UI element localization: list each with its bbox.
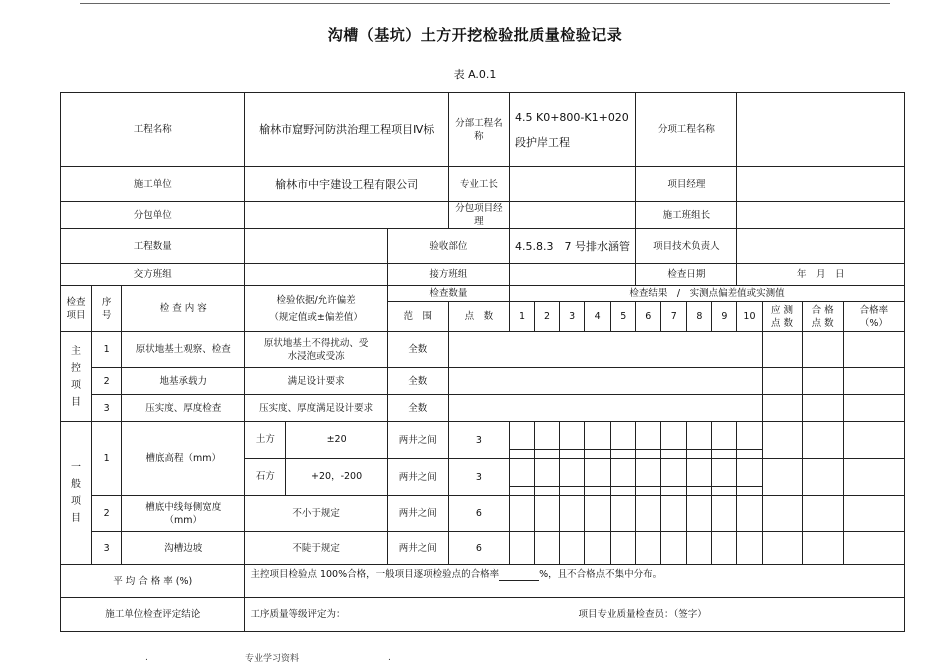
gen-grid: [585, 496, 611, 532]
team-leader-value: [737, 202, 905, 229]
gen-rate: [843, 496, 904, 532]
item-project-label: 分项工程名称: [636, 93, 737, 167]
gen-grid: [535, 459, 560, 496]
mc-content: 地基承载力: [122, 368, 245, 395]
gen-grid: [510, 459, 535, 496]
gen-grid: [737, 422, 762, 459]
rock-tolerance: +20，-200: [311, 471, 363, 482]
gen-grid: [611, 422, 636, 459]
item-project-value: [737, 93, 905, 167]
top-rule: [80, 3, 890, 4]
gen-grid: [661, 459, 687, 496]
gen-grid: [585, 532, 611, 565]
mc-range: 全数: [387, 395, 448, 422]
project-name-value: 榆林市窟野河防洪治理工程项目Ⅳ标: [245, 93, 448, 167]
mc-basis: 压实度、厚度满足设计要求: [245, 395, 387, 422]
soil-type-label: 土方: [245, 422, 286, 458]
inspection-record-table: [60, 92, 905, 632]
col-num: 1: [510, 302, 535, 332]
gen-basis: 不小于规定: [245, 496, 387, 532]
mc-results: [448, 332, 762, 368]
gen-seq: 1: [92, 422, 122, 496]
col-num: 5: [611, 302, 636, 332]
gen-grid: [636, 459, 661, 496]
gen-grid: [611, 459, 636, 496]
project-name-label: 工程名称: [61, 93, 245, 167]
gen-grid: [560, 459, 585, 496]
gen-grid: [585, 422, 611, 459]
gen-pass: [802, 459, 843, 496]
check-date-label: 检查日期: [636, 264, 737, 286]
gen-grid: [560, 496, 585, 532]
gen-grid: [687, 496, 712, 532]
mc-range: 全数: [387, 368, 448, 395]
quantity-label: 工程数量: [61, 229, 245, 264]
foreman-label: 专业工长: [448, 167, 509, 202]
gen-grid: [636, 496, 661, 532]
sub-pm-label: 分包项目经理: [448, 202, 509, 229]
mc-pass-count: [762, 368, 802, 395]
footer-dot: .: [388, 653, 391, 663]
gen-grid: [661, 496, 687, 532]
avg-pass-rate-text: 主控项目检验点 100%合格，一般项目逐项检验点的合格率 %，且不合格点不集中分布。: [245, 565, 905, 598]
gen-grid: [611, 496, 636, 532]
avg-pass-rate-label: 平 均 合 格 率 (%): [61, 565, 245, 598]
gen-range: 两井之间: [387, 532, 448, 565]
mc-content: 原状地基土观察、检查: [122, 332, 245, 368]
gen-grid: [661, 422, 687, 459]
gen-grid: [737, 532, 762, 565]
col-quantity: 检查数量: [387, 286, 509, 302]
gen-grid: [712, 459, 737, 496]
gen-range: 两井之间: [387, 496, 448, 532]
gen-seq: 2: [92, 496, 122, 532]
document-title: 沟槽（基坑）土方开挖检验批质量检验记录: [327, 26, 623, 44]
col-content: 检 查 内 容: [122, 286, 245, 332]
tech-lead-value: [737, 229, 905, 264]
conclusion-label: 施工单位检查评定结论: [61, 598, 245, 632]
gen-grid: [510, 496, 535, 532]
gen-grid: [661, 532, 687, 565]
gen-grid: [687, 532, 712, 565]
gen-rate: [843, 459, 904, 496]
gen-points: 3: [448, 422, 509, 459]
footer-note: 专业学习资料: [245, 654, 300, 664]
col-range: 范 围: [387, 302, 448, 332]
col-num: 7: [661, 302, 687, 332]
main-control-label: 主 控 项 目: [61, 332, 92, 422]
gen-grid: [687, 422, 712, 459]
col-basis: 检验依据/允许偏差 （规定值或±偏差值）: [245, 286, 387, 332]
project-manager-value: [737, 167, 905, 202]
gen-grid: [737, 459, 762, 496]
gen-should: [762, 459, 802, 496]
handover-team-label: 交方班组: [61, 264, 245, 286]
col-seq: 序 号: [92, 286, 122, 332]
check-date-value: 年 月 日: [737, 264, 905, 286]
gen-should: [762, 532, 802, 565]
sub-pm-value: [510, 202, 636, 229]
gen-grid: [585, 459, 611, 496]
mc-pass-rate: [802, 368, 843, 395]
receiving-team-label: 接方班组: [387, 264, 509, 286]
mc-seq: 2: [92, 368, 122, 395]
mc-seq: 1: [92, 332, 122, 368]
sub-project-label: 分部工程名称: [448, 93, 509, 167]
gen-grid: [560, 532, 585, 565]
gen-content: 槽底高程（mm）: [122, 422, 245, 496]
construction-unit-value: 榆林市中宇建设工程有限公司: [245, 167, 448, 202]
general-label: 一 般 项 目: [61, 422, 92, 565]
gen-basis: 不陡于规定: [245, 532, 387, 565]
gen-grid: [510, 422, 535, 459]
gen-should: [762, 422, 802, 459]
gen-pass: [802, 422, 843, 459]
table-number: 表 A.0.1: [453, 68, 497, 81]
gen-grid: [535, 532, 560, 565]
col-num: 2: [535, 302, 560, 332]
mc-results: [448, 368, 762, 395]
mc-basis: 满足设计要求: [245, 368, 387, 395]
gen-grid: [712, 496, 737, 532]
gen-points: 3: [448, 459, 509, 496]
gen-grid: [535, 496, 560, 532]
footer-dot: .: [145, 653, 148, 663]
handover-team-value: [245, 264, 387, 286]
gen-basis-split: [245, 459, 387, 496]
gen-grid: [737, 496, 762, 532]
subcontractor-label: 分包单位: [61, 202, 245, 229]
gen-pass: [802, 532, 843, 565]
mc-basis: 原状地基土不得扰动、受 水浸泡或受冻: [245, 332, 387, 368]
mc-pass-rate: [802, 395, 843, 422]
gen-range: 两井之间: [387, 422, 448, 459]
gen-seq: 3: [92, 532, 122, 565]
col-num: 3: [560, 302, 585, 332]
col-num: 10: [737, 302, 762, 332]
receiving-team-value: [510, 264, 636, 286]
col-num: 8: [687, 302, 712, 332]
mc-extra: [843, 332, 904, 368]
gen-grid: [611, 532, 636, 565]
gen-points: 6: [448, 496, 509, 532]
col-pass-rate: 合格率 （%）: [843, 302, 904, 332]
gen-grid: [510, 532, 535, 565]
gen-basis-split: [245, 422, 387, 459]
gen-content: 沟槽边坡: [122, 532, 245, 565]
gen-rate: [843, 422, 904, 459]
col-num: 6: [636, 302, 661, 332]
team-leader-label: 施工班组长: [636, 202, 737, 229]
gen-grid: [712, 532, 737, 565]
conclusion-content: [245, 598, 905, 632]
gen-content: 槽底中线每侧宽度 （mm）: [122, 496, 245, 532]
col-result: 检查结果 / 实测点偏差值或实测值: [510, 286, 905, 302]
col-should-count: 应 测 点 数: [762, 302, 802, 332]
col-pass-count: 合 格 点 数: [802, 302, 843, 332]
quantity-value: [245, 229, 387, 264]
project-manager-label: 项目经理: [636, 167, 737, 202]
mc-seq: 3: [92, 395, 122, 422]
tech-lead-label: 项目技术负责人: [636, 229, 737, 264]
gen-grid: [636, 532, 661, 565]
mc-extra: [843, 395, 904, 422]
rock-type-label: 石方: [245, 459, 286, 495]
sub-project-value: 4.5 K0+800-K1+020 段护岸工程: [510, 93, 636, 167]
acceptance-part-label: 验收部位: [387, 229, 509, 264]
grade-text: 工序质量等级评定为：: [250, 609, 346, 620]
gen-range: 两井之间: [387, 459, 448, 496]
acceptance-part-value: 4.5.8.3 7 号排水涵管: [510, 229, 636, 264]
mc-content: 压实度、厚度检查: [122, 395, 245, 422]
inspector-text: 项目专业质量检查员：（签字）: [578, 609, 707, 620]
mc-extra: [843, 368, 904, 395]
gen-grid: [535, 422, 560, 459]
mc-pass-count: [762, 332, 802, 368]
gen-grid: [687, 459, 712, 496]
gen-grid: [560, 422, 585, 459]
col-num: 4: [585, 302, 611, 332]
col-points: 点 数: [448, 302, 509, 332]
subcontractor-value: [245, 202, 448, 229]
mc-range: 全数: [387, 332, 448, 368]
pass-rate-blank: [499, 570, 539, 581]
gen-pass: [802, 496, 843, 532]
construction-unit-label: 施工单位: [61, 167, 245, 202]
gen-should: [762, 496, 802, 532]
foreman-value: [510, 167, 636, 202]
gen-rate: [843, 532, 904, 565]
col-check-item: 检查 项目: [61, 286, 92, 332]
gen-grid: [636, 422, 661, 459]
gen-points: 6: [448, 532, 509, 565]
mc-pass-count: [762, 395, 802, 422]
mc-pass-rate: [802, 332, 843, 368]
mc-results: [448, 395, 762, 422]
col-num: 9: [712, 302, 737, 332]
gen-grid: [712, 422, 737, 459]
soil-tolerance: ±20: [326, 434, 347, 445]
